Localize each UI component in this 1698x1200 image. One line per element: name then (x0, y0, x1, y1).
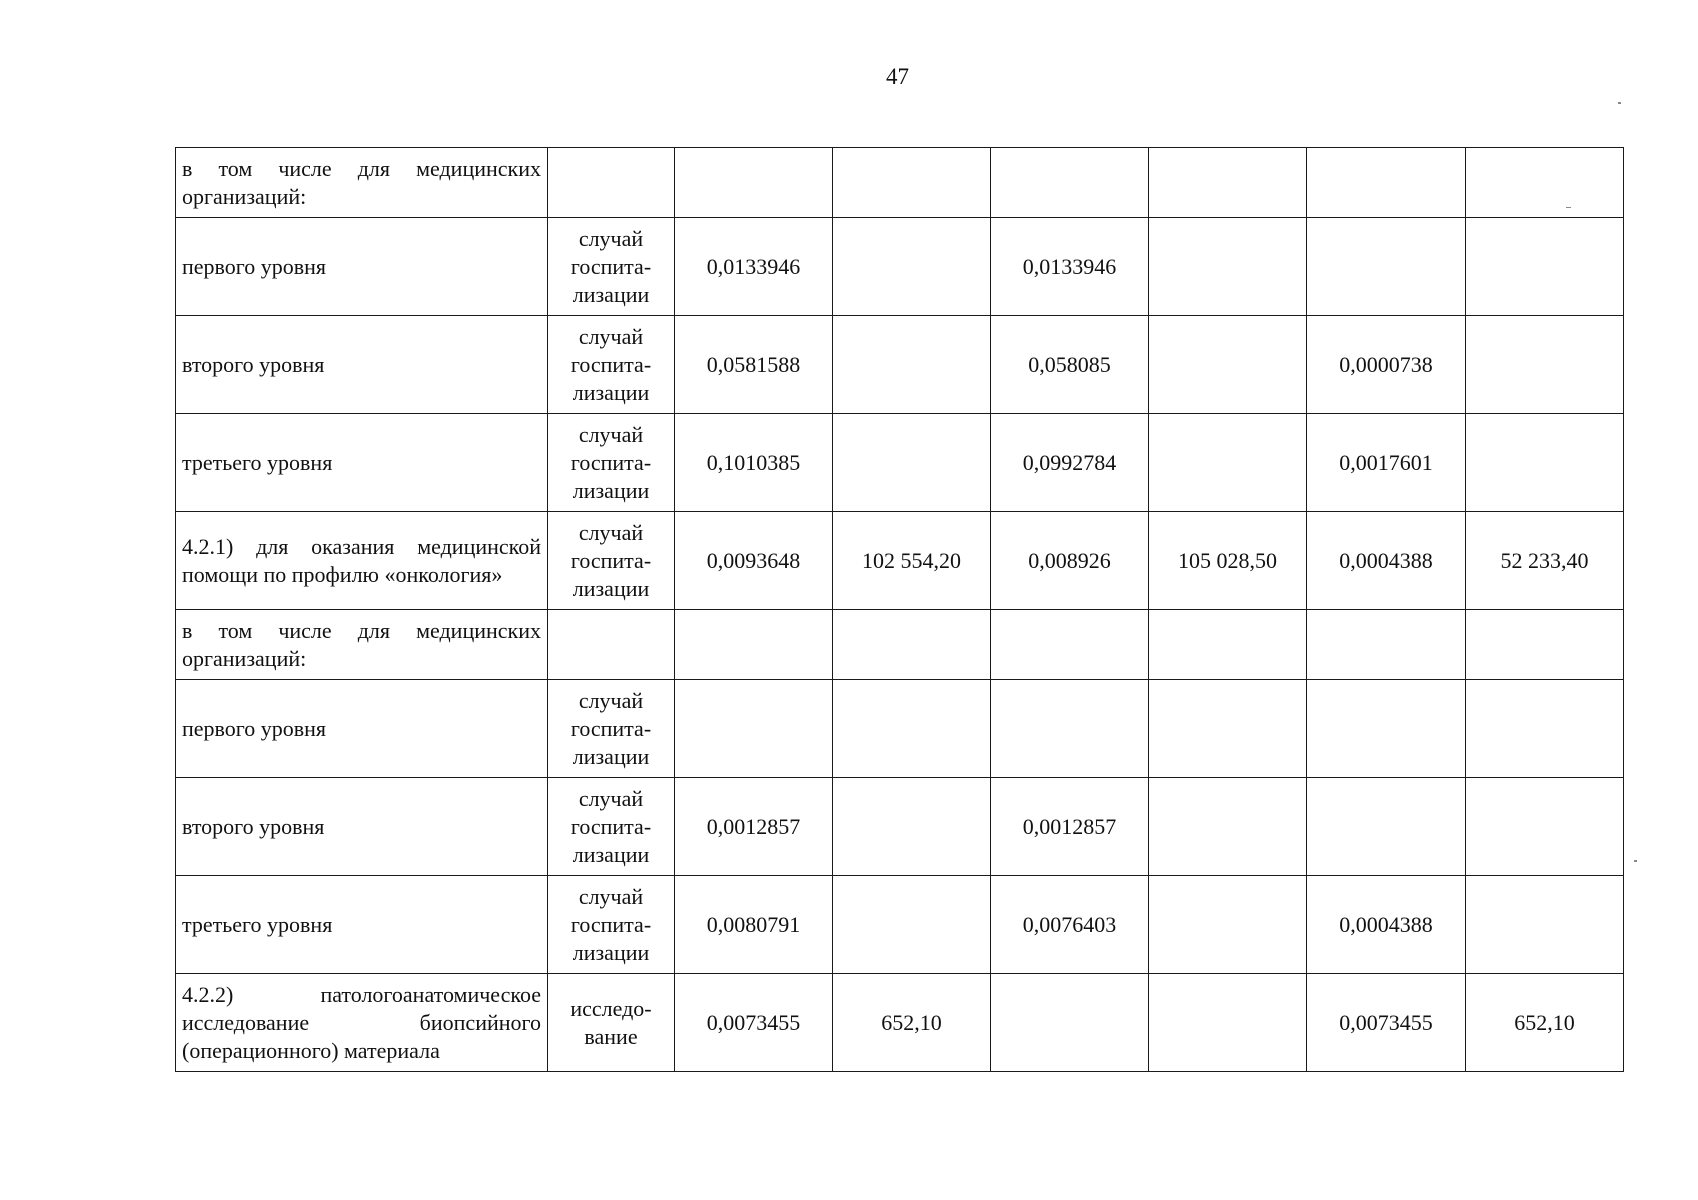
value-cell (1149, 610, 1307, 680)
value-cell (1149, 778, 1307, 876)
value-cell (1307, 610, 1466, 680)
value-cell (833, 778, 991, 876)
table-row (176, 316, 1624, 414)
table-row (176, 218, 1624, 316)
unit-line: случай (578, 883, 644, 909)
value-cell (675, 610, 833, 680)
value-cell (833, 148, 991, 218)
value-cell: 0,0093648 (675, 512, 833, 610)
value-cell: 102 554,20 (833, 512, 991, 610)
value-cell: 0,0992784 (991, 414, 1149, 512)
value-cell (1149, 414, 1307, 512)
value-cell (675, 680, 833, 778)
row-unit (548, 778, 675, 876)
value-cell: 652,10 (833, 974, 991, 1072)
unit-line: госпита- (570, 911, 652, 937)
value-cell (1149, 148, 1307, 218)
value-cell: 0,008926 (991, 512, 1149, 610)
value-cell: 0,0004388 (1307, 512, 1466, 610)
unit-line: исследо- (570, 995, 652, 1021)
unit-line: случай (578, 785, 644, 811)
row-unit (548, 414, 675, 512)
row-name: третьего уровня (176, 876, 548, 974)
value-cell: 0,0133946 (675, 218, 833, 316)
value-cell: 0,0017601 (1307, 414, 1466, 512)
value-cell (1149, 218, 1307, 316)
unit-line: лизации (572, 743, 650, 769)
value-cell (1466, 316, 1624, 414)
scan-artifact (1634, 860, 1637, 862)
value-cell: 0,0004388 (1307, 876, 1466, 974)
table-row (176, 512, 1624, 610)
value-cell (833, 610, 991, 680)
unit-line: случай (578, 421, 644, 447)
row-name: первого уровня (176, 218, 548, 316)
value-cell (1307, 680, 1466, 778)
value-cell: 0,1010385 (675, 414, 833, 512)
value-cell: 0,0073455 (675, 974, 833, 1072)
row-unit (548, 610, 675, 680)
scan-artifact (1566, 207, 1571, 208)
value-cell: 0,058085 (991, 316, 1149, 414)
unit-line: случай (578, 519, 644, 545)
row-unit (548, 316, 675, 414)
value-cell (1149, 680, 1307, 778)
table-row (176, 680, 1624, 778)
value-cell: 652,10 (1466, 974, 1624, 1072)
row-name: третьего уровня (176, 414, 548, 512)
value-cell (991, 974, 1149, 1072)
value-cell (1466, 876, 1624, 974)
table-row (176, 974, 1624, 1072)
row-name: 4.2.1) для оказания медицинской помощи по профилю «онкология» (176, 512, 548, 610)
unit-line: госпита- (570, 351, 652, 377)
value-cell (1466, 218, 1624, 316)
value-cell: 0,0073455 (1307, 974, 1466, 1072)
unit-line: госпита- (570, 253, 652, 279)
value-cell: 0,0581588 (675, 316, 833, 414)
unit-line: лизации (572, 281, 650, 307)
row-unit (548, 218, 675, 316)
value-cell (1466, 680, 1624, 778)
value-cell (833, 414, 991, 512)
row-name: второго уровня (176, 778, 548, 876)
value-cell (991, 680, 1149, 778)
row-unit (548, 974, 675, 1072)
unit-line: госпита- (570, 813, 652, 839)
value-cell (1466, 778, 1624, 876)
value-cell (1307, 218, 1466, 316)
value-cell (1466, 414, 1624, 512)
unit-line: лизации (572, 841, 650, 867)
unit-line: лизации (572, 379, 650, 405)
value-cell (991, 148, 1149, 218)
table-row (176, 148, 1624, 218)
table-row (176, 876, 1624, 974)
value-cell: 0,0076403 (991, 876, 1149, 974)
table-row (176, 414, 1624, 512)
value-cell (833, 316, 991, 414)
value-cell: 0,0080791 (675, 876, 833, 974)
unit-line: случай (578, 225, 644, 251)
row-name: 4.2.2) патологоанатомическое исследование биопсийного (операционного) материала (176, 974, 548, 1072)
value-cell (991, 610, 1149, 680)
value-cell (1466, 148, 1624, 218)
unit-line: госпита- (570, 449, 652, 475)
unit-line: госпита- (570, 547, 652, 573)
unit-line: случай (578, 323, 644, 349)
table-body (176, 148, 1624, 1072)
table-row (176, 778, 1624, 876)
value-cell (1466, 610, 1624, 680)
unit-line: вание (584, 1023, 638, 1049)
page-number: 47 (886, 64, 909, 89)
value-cell: 0,0012857 (675, 778, 833, 876)
scan-artifact (1618, 102, 1621, 104)
row-unit (548, 148, 675, 218)
value-cell (1307, 778, 1466, 876)
row-unit (548, 512, 675, 610)
row-unit (548, 876, 675, 974)
value-cell (833, 680, 991, 778)
row-unit (548, 680, 675, 778)
value-cell (1307, 148, 1466, 218)
value-cell (833, 218, 991, 316)
row-name: в том числе для медицинских организаций: (176, 148, 548, 218)
value-cell (675, 148, 833, 218)
value-cell: 0,0000738 (1307, 316, 1466, 414)
value-cell (1149, 876, 1307, 974)
unit-line: госпита- (570, 715, 652, 741)
value-cell: 105 028,50 (1149, 512, 1307, 610)
value-cell (1149, 974, 1307, 1072)
row-name: второго уровня (176, 316, 548, 414)
value-cell: 52 233,40 (1466, 512, 1624, 610)
row-name: в том числе для медицинских организаций: (176, 610, 548, 680)
value-cell (833, 876, 991, 974)
unit-line: лизации (572, 575, 650, 601)
table-row (176, 610, 1624, 680)
unit-line: лизации (572, 939, 650, 965)
value-cell: 0,0133946 (991, 218, 1149, 316)
value-cell (1149, 316, 1307, 414)
value-cell: 0,0012857 (991, 778, 1149, 876)
unit-line: лизации (572, 477, 650, 503)
unit-line: случай (578, 687, 644, 713)
row-name: первого уровня (176, 680, 548, 778)
data-table (175, 147, 1624, 1072)
